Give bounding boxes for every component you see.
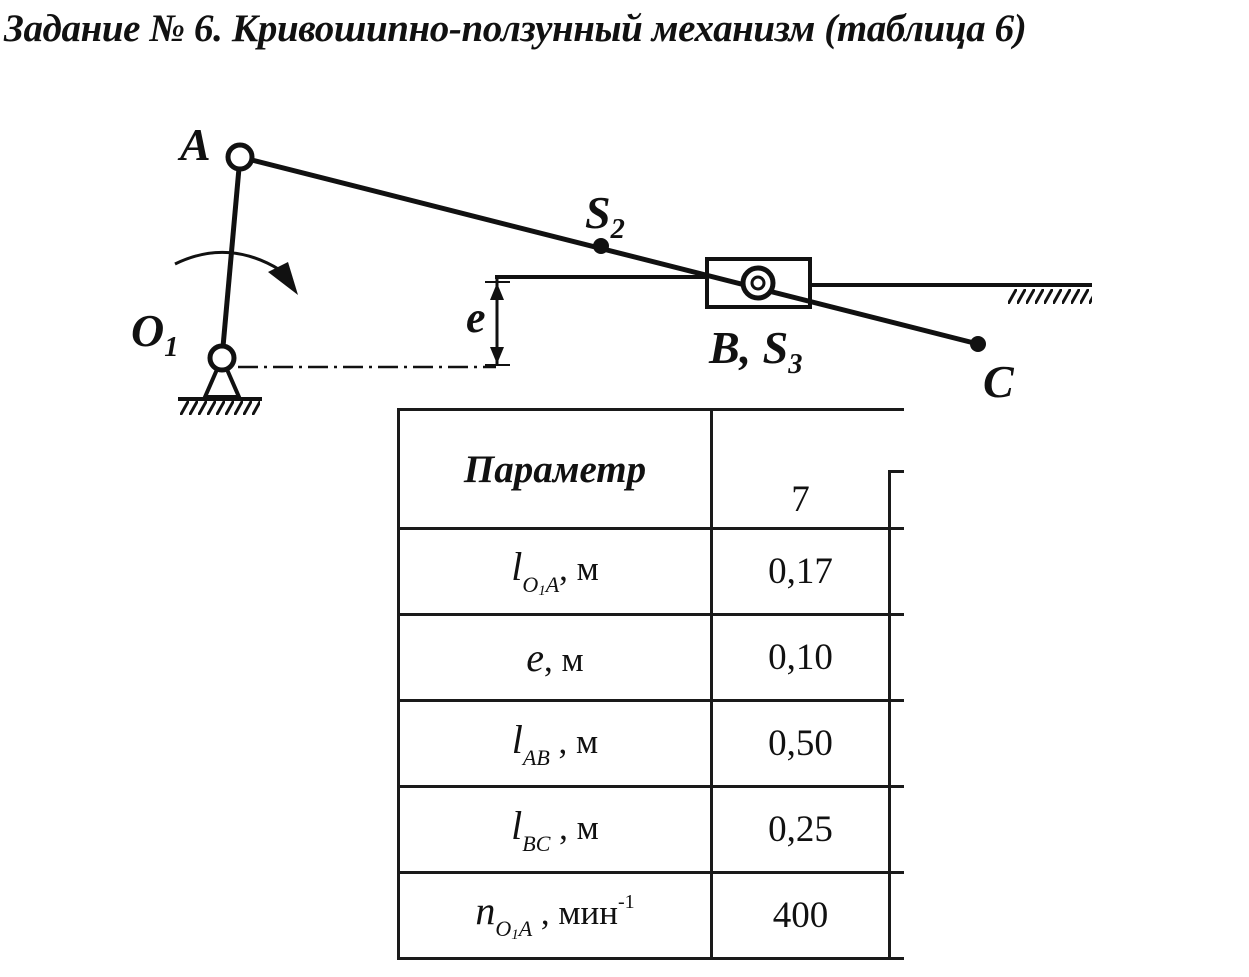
param-cell: $l_{BC}$ , м	[399, 787, 712, 873]
table-stub	[890, 472, 905, 529]
joint-a	[228, 145, 252, 169]
guide-hatching	[1008, 289, 1092, 304]
label-a: A	[180, 119, 211, 170]
joint-o1	[210, 346, 234, 370]
parameter-table	[397, 408, 904, 960]
joint-b-inner	[752, 277, 764, 289]
value-cell: 400	[712, 873, 890, 959]
param-cell: $l_{O_1A}$, м	[399, 529, 712, 615]
table-row	[399, 701, 905, 787]
table-stub	[890, 615, 905, 701]
table-row	[399, 873, 905, 959]
table-row	[399, 529, 905, 615]
point-c	[970, 336, 986, 352]
eccentricity-dimension	[485, 279, 510, 366]
label-e: e	[466, 293, 486, 342]
label-s2: $S_2$	[585, 187, 625, 245]
param-cell: $l_{AB}$ , м	[399, 701, 712, 787]
label-c: C	[983, 356, 1014, 407]
value-cell: 0,50	[712, 701, 890, 787]
label-o1: $O_1$	[131, 305, 179, 363]
value-cell: 0,17	[712, 529, 890, 615]
table-stub	[890, 787, 905, 873]
page-title: Задание № 6. Кривошипно-ползунный механизм (таблица 6)	[4, 7, 1027, 50]
header-parameter: Параметр	[399, 410, 712, 529]
header-variant-span	[712, 410, 905, 472]
crank-o1a	[222, 157, 240, 358]
table-stub	[890, 701, 905, 787]
table-stub	[890, 873, 905, 959]
param-cell: $n_{O_1A}$ , мин$^{-1}$	[399, 873, 712, 959]
table-row	[399, 615, 905, 701]
param-cell: e, м	[399, 615, 712, 701]
value-cell: 0,25	[712, 787, 890, 873]
table-row	[399, 787, 905, 873]
value-cell: 0,10	[712, 615, 890, 701]
label-b-s3: B, $S_3$	[709, 322, 803, 380]
header-variant: 7	[712, 472, 890, 529]
rotation-arrow-icon	[175, 252, 298, 295]
table-stub	[890, 529, 905, 615]
